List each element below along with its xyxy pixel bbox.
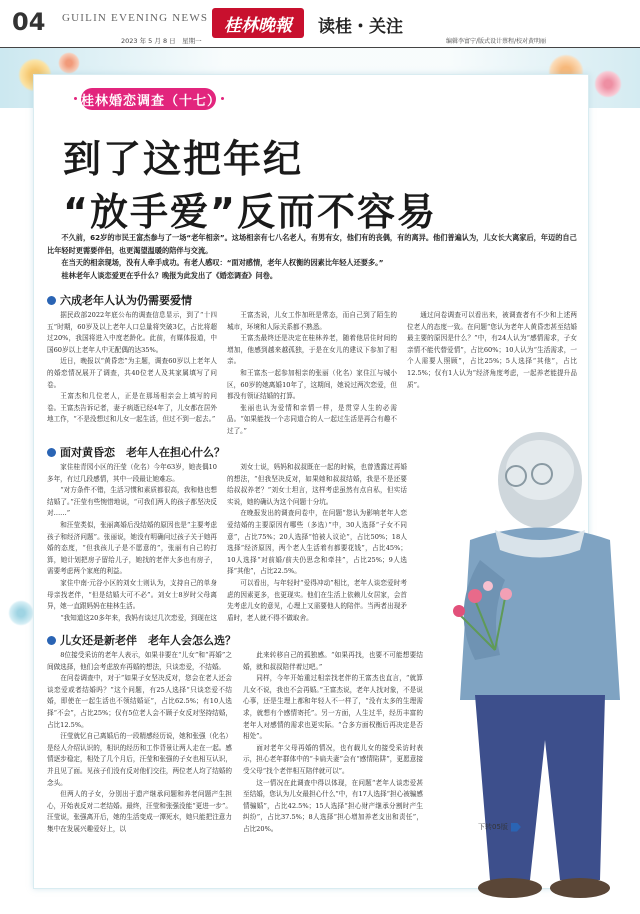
paragraph: 通过问卷调查可以看出来，被调查者有不少和上述两位老人的态度一致。在问题“您认为老年人黄昏恋甚至结婚最主要的原因是什么？”中，有24人认为“感情需求，子女亲情不能代替爱情”，占比60%；10人认为“生活需求，一个人需要人照顾”，占比25%；5人选择“其他”，占比12.5%；仅有1人认为“经济角度考虑，一起养老能提升品质”。	[407, 311, 577, 389]
shoe	[550, 878, 610, 898]
paragraph: 汪莹就忆自己离婚后的一段精感经历说，她和张强（化名）是经人介绍认识的，相识的经历和工作背景让两人走在一起。感情逐步稳定，相处了几个月后，汪莹和张强的子女也相互认识，并且见了面。见孩子们没有反对他们交往，两位老人均了结婚的念头。	[47, 732, 232, 787]
paragraph: 张丽也认为爱情和亲情一样，是贯穿人生的必需品。“如果能找一个志同道合的人一起过生活是再合有趣不过了。”	[227, 403, 397, 435]
text-column	[47, 650, 232, 882]
bullet-icon	[47, 636, 56, 645]
page-number: 04	[12, 8, 46, 36]
paper-name-en: GUILIN EVENING NEWS	[62, 12, 209, 24]
section-heading	[47, 632, 236, 648]
paragraph: 在晚报发出的调查问卷中，在问题“您认为影响老年人恋爱结婚的主要原因有哪些（多选）”中，30人选择“子女不同意”，占比75%；20人选择“怕被人议论”，占比50%；18人选择“经济原因，两个老人生活着有都要花钱”，占比45%；10人选择“对前婚/前夫仍思念和牵挂”，占比25%；9人选择“其他”，占比22.5%。	[227, 509, 407, 576]
section-heading	[47, 444, 225, 460]
trousers	[475, 695, 605, 880]
text-column	[47, 462, 217, 622]
lead-paragraph: 在当天的相亲现场，没有人牵手成功。有老人感叹：“面对感情，老年人权衡的因素比年轻人还要多。”	[61, 258, 384, 267]
paragraph: 王富杰和几位老人，正是在那场相亲会上填写的问卷。王富杰告诉记者，妻子病逝已经4年了，儿女都在居外地工作，“不是没想过和儿女一起生活，但过不到一起去。”	[47, 392, 217, 424]
text-column	[227, 310, 397, 435]
paragraph: 和王富杰一起参加相亲的张丽（化名）家住江与城小区，60岁的她离婚10年了，这期间，她说过两次恋爱，但都没有领证结婚的打算。	[227, 368, 397, 401]
arrow-right-icon	[511, 823, 521, 832]
flower-bloom	[483, 581, 493, 591]
paragraph: 王富杰最终还是决定在桂林养老，随着他居住时间的增加，他感到越来越孤独，于是在女儿的建议下参加了相亲。	[227, 334, 397, 366]
paragraph: 但两人的子女，分别出于遗产继承问题和养老问题产生担心，开始表反对二老结婚。最终，汪莹和张强没能“更进一步”。汪莹说，张强离开后，她的生活变成一潭死水，她只能把注意力集中在发展兴趣爱好上，以	[47, 790, 232, 833]
lead-paragraph: 不久前，62岁的市民王富杰参与了一场“老年相亲”。这场相亲有七八名老人，有男有女，他们有的丧偶，有的离异。他们普遍认为，儿女长大离家后，年迈的自己比年轻时更需要伴侣，也更渴望温暖的陪伴与交流。	[47, 233, 577, 255]
flower-bloom	[468, 589, 482, 603]
elderly-man-illustration	[420, 410, 625, 910]
flower-decoration	[594, 70, 622, 98]
paragraph: 此来转移自己的孤独感。“如果再找，也要不可能想要结婚，就和叔叔陪伴着过吧。”	[243, 651, 423, 671]
hair-shape	[506, 440, 574, 500]
editor-credits: 编辑李富宁/版式设计蔡程/校对黄明丽	[446, 38, 547, 45]
text-column	[243, 650, 423, 882]
paragraph: 同样，今年开始重过相亲找老伴的王富杰也直言，“就算儿女不说，我也不会再婚。”王富杰说，老年人找对象，不是说心事，还是生理上都和年轻人不一样了，“没有太多的生理需求，就想有个感情寄托”。另一方面，人生过半，经历丰富的老年人对感情的需求也更实际。“合多方面权衡后再决定是否相处”。	[243, 674, 423, 741]
continued-on	[478, 822, 521, 832]
flower-decoration	[58, 52, 80, 74]
text-column	[47, 310, 217, 435]
column-tag: 桂林婚恋调查（十七）	[81, 88, 216, 110]
text-column	[407, 310, 577, 410]
masthead	[0, 0, 640, 48]
continued-label: 下转05版	[478, 823, 508, 831]
text-column	[227, 462, 407, 622]
flower-decoration	[8, 600, 34, 626]
paragraph: 8位接受采访的老年人表示，如果非要在“儿女”和“再婚”之间做选择，他们会考虑放弃再婚的想法，只谈恋爱，不结婚。	[47, 651, 232, 671]
paragraph: 近日，晚报以“黄昏恋”为主题，调查60岁以上老年人的婚恋情况展开了调查，共40位老人及其家属填写了问卷。	[47, 357, 217, 389]
lead-paragraph: 桂林老年人谈恋爱更在乎什么？晚报为此发出了《婚恋调查》问卷。	[61, 270, 278, 280]
paragraph: 据民政部2022年底公布的调查信息显示，到了“十四五”时期，60岁及以上老年人口总量将突破3亿，占比将超过20%，我国将进入中度老龄化。此前，有媒体报道，中国60岁以上老年人中无配偶的达35%。	[47, 311, 217, 354]
headline-line-2: “放手爱”反而不容易	[63, 190, 437, 234]
paragraph: 这一情况在此调查中得以体现，在问题“老年人谈恋爱甚至结婚，您认为儿女最担心什么”中，有17人选择“担心被骗感情骗婚”，占比42.5%；15人选择“担心财产继承分割时产生纠纷”，占比37.5%；8人选择“担心增加养老支出和责任”，占比20%。	[243, 778, 423, 833]
section-title: 六成老年人认为仍需要爱情	[60, 294, 192, 307]
paragraph: 王富杰说，儿女工作加班是常态，而自己到了陌生的城市，环境和人际关系都不熟悉。	[227, 311, 397, 331]
bullet-icon	[47, 448, 56, 457]
paragraph: 面对老年父母再婚的情况，也有载儿女的接受采访时表示，担心老年群体中的“卡扁夫妻”会有“感情陷阱”，更愿意接受父母“找个老伴相互陪伴就可以”。	[243, 743, 423, 775]
shoe	[478, 878, 542, 898]
ribbon-dot	[221, 97, 224, 100]
ribbon-dot	[74, 97, 77, 100]
bullet-icon	[47, 296, 56, 305]
paragraph: 可以看出，与年轻时“爱得冲动”相比，老年人谈恋爱时考虑的因素更多，也更现实。他们在生活上依赖儿女居家，会首先考虑儿女的意见，心理上又需要他人的陪伴。当两者出现矛盾时，老人就不得不做取舍。	[227, 578, 407, 622]
headline-line-1: 到了这把年纪	[63, 137, 304, 181]
paragraph: “我知道这20多年来，我妈有谈过几次恋爱，到现在这	[60, 613, 217, 622]
section-name: 读桂・关注	[318, 17, 403, 37]
section-heading	[47, 292, 192, 308]
paragraph: 和汪莹类似，张丽离婚后没结婚的原因也是“主要考虑孩子和经济问题”。张丽说，她没有明确问过孩子关于她再婚的态度，“但我孩儿子是不愿意的”，张丽有自己的打算，她计划把房子留给儿子，她找的老伴大多也有房子，需要考虑两个家庭的利益。	[47, 520, 217, 576]
paragraph: “对方条件不错，生活习惯和素质都很高，我和他也想结婚了。”汪莹有些惋惜地说，“可我们两人的孩子都坚决反对……”	[47, 486, 217, 518]
article-lead	[47, 232, 577, 282]
paragraph: 家住桂青园小区的汪莹（化名）今年63岁，她丧偶10多年，有过几段感情，其中一段最让她难忘。	[47, 463, 217, 483]
section-title: 儿女还是新老伴 老年人会怎么选？	[60, 634, 236, 647]
paragraph: 家住中南·元谷小区的刘女士则认为，支持自己的单身母亲找老伴，“但是结婚大可不必”。刘女士8岁时父母离异，她一直跟妈妈在桂林生活。	[47, 578, 217, 611]
flower-bloom	[453, 605, 465, 617]
section-title: 面对黄昏恋 老年人在担心什么？	[60, 446, 225, 459]
flower-bloom	[500, 588, 512, 600]
issue-date: 2023 年 5 月 8 日 星期一	[121, 37, 202, 45]
paragraph: 刘女士说，妈妈和叔叔既在一起的时候，也曾透露过再婚的想法，“但我坚决反对，如果她和叔叔结婚，我是不是还要给叔叔养老？”刘女士坦言，这样考虑虽然有点自私，但实话实说，她的确认为这个问题十分坑。	[227, 463, 407, 506]
paper-logo: 桂林晚報	[212, 8, 304, 38]
paragraph: 在问卷调查中，对于“如果子女坚决反对，您会在老人还会谈恋爱或者结婚吗？”这个问题，有25人选择“只谈恋爱不结婚，即使在一起生活也不领结婚证”，占比62.5%；有10人选择“不会”，占比25%；仅有5位老人会不顾子女反对坚持结婚，占比12.5%。	[47, 674, 232, 729]
